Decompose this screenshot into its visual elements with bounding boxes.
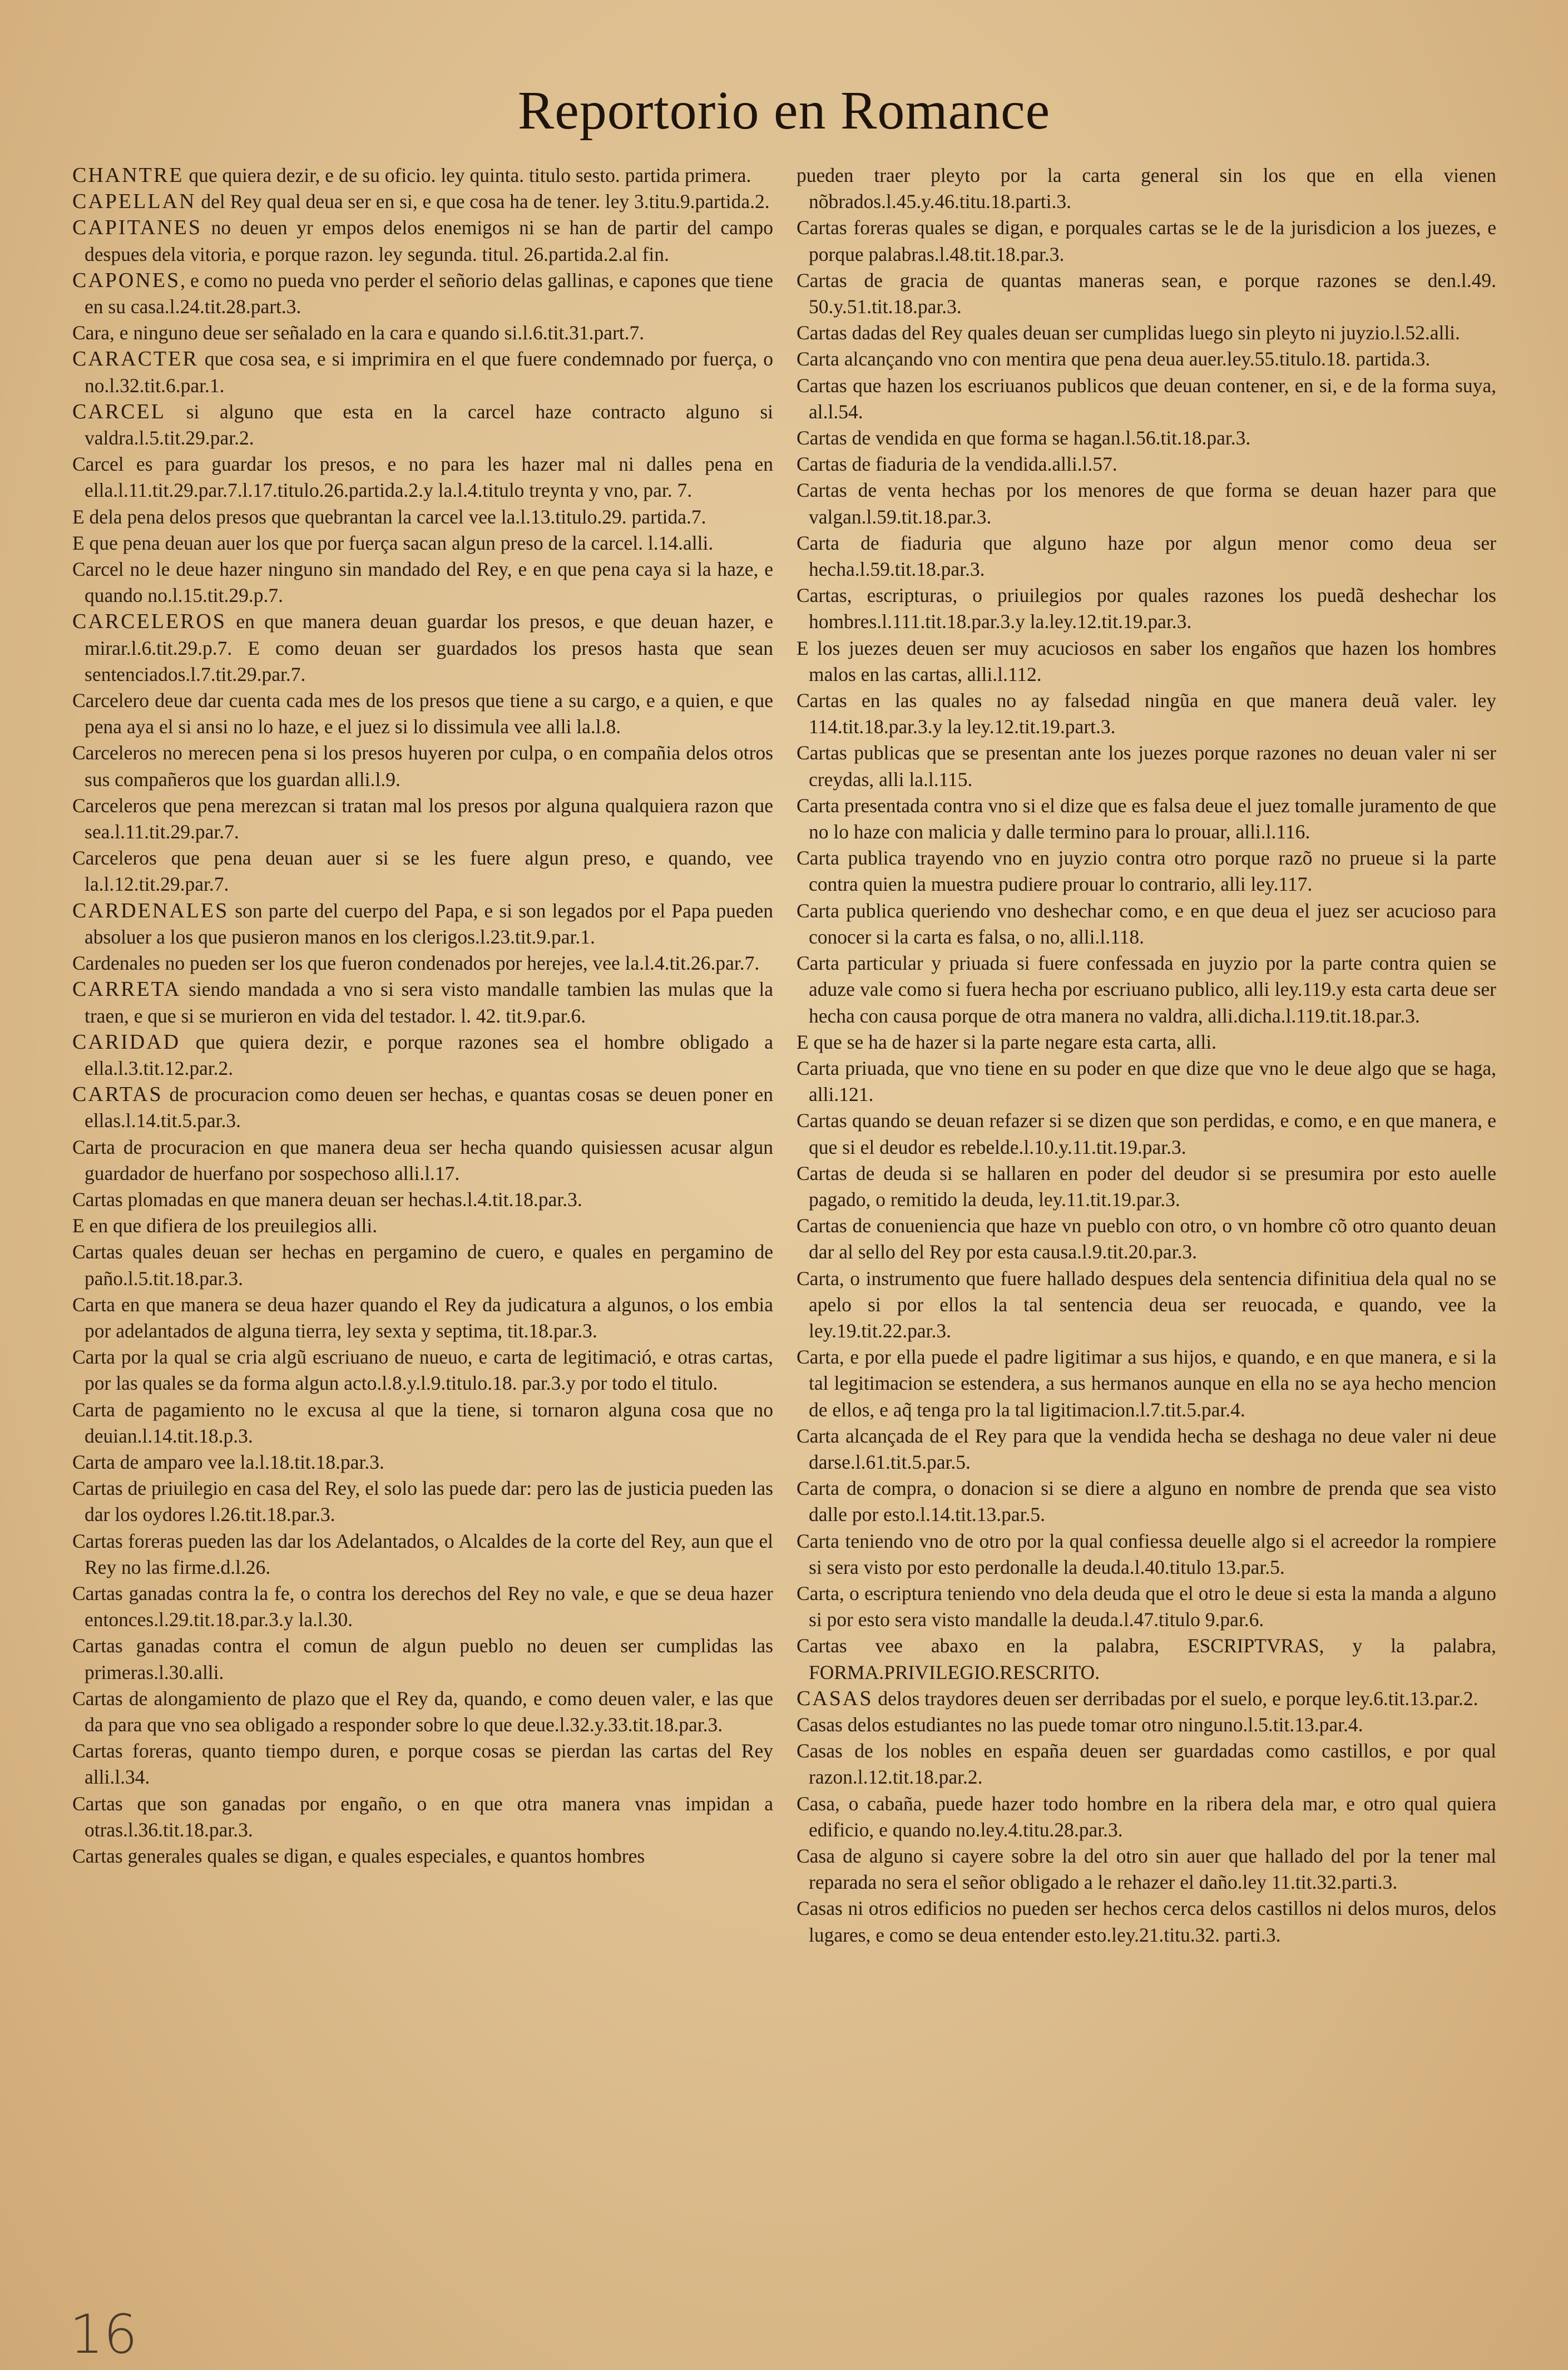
index-entry [72,504,773,530]
entry-text: Cartas ganadas contra el comun de algun pueblo no deuen ser cumplidas las primeras.l.30.alli. [72,1635,773,1683]
entry-text: Carta, o instrumento que fuere hallado despues dela sentencia difinitiua dela qual no se apelo si por ellos la tal sentencia deua ser reuocada, e quando, vee la ley.19.tit.22.par.3. [797,1267,1496,1342]
index-entry [72,215,773,267]
index-entry [797,793,1496,845]
entry-text: Carta particular y priuada si fuere confessada en juyzio por la parte contra quien se aduze vale como si fuera hecha por escriuano publico, alli ley.119.y esta carta deue ser hecha con causa porque de otra manera no valdra, alli.dicha.l.119.tit.18.par.3. [797,952,1496,1027]
entry-text: que quiera dezir, e de su oficio. ley quinta. titulo sesto. partida primera. [184,164,751,186]
entry-headword: CARCEL [72,399,166,423]
entry-text: Cartas plomadas en que manera deuan ser hechas.l.4.tit.18.par.3. [72,1188,582,1211]
entry-text: no deuen yr empos delos enemigos ni se han de partir del campo despues dela vitoria, e porque razon. ley segunda. titul. 26.partida.2.al fin. [85,216,773,265]
entry-text: Casas delos estudiantes no las puede tomar otro ninguno.l.5.tit.13.par.4. [797,1713,1363,1736]
entry-headword: CARTAS [72,1083,163,1107]
index-entry [72,1029,773,1082]
entry-text: Carta de procuracion en que manera deua ser hecha quando quisiessen acusar algun guardador de huerfano por sospechoso alli.l.17. [72,1135,773,1184]
page-title: Reportorio en Romance [517,81,1051,141]
index-entry [72,1633,773,1685]
entry-text: E los juezes deuen ser muy acuciosos en saber los engaños que hazen los hombres malos en las cartas, alli.l.112. [797,636,1496,685]
entry-text: Carta publica queriendo vno deshechar como, e en que deua el juez ser acucioso para conocer si la carta es falsa, o no, alli.l.118. [797,899,1496,948]
entry-text: Cara, e ninguno deue ser señalado en la cara e quando si.l.6.tit.31.part.7. [72,322,645,344]
index-entry [797,477,1496,530]
index-entry [797,1686,1496,1712]
entry-text: Cartas, escripturas, o priuilegios por quales razones los puedã deshechar los hombres.l.111.tit.18.par.3.y la.ley.12.tit.19.par.3. [797,584,1496,633]
index-entry [797,635,1496,688]
entry-headword: CARDENALES [72,898,229,922]
index-entry [72,1344,773,1396]
index-entry [797,1843,1496,1895]
index-entry [797,1029,1496,1055]
entry-text: son parte del cuerpo del Papa, e si son legados por el Papa pueden absoluer a los que pusieron manos en los clerigos.l.23.tit.9.par.1. [85,899,773,948]
index-entry [797,1738,1496,1790]
entry-text: Carcel no le deue hazer ninguno sin mandado del Rey, e en que pena caya si la haze, e quando no.l.15.tit.29.p.7. [72,558,773,607]
entry-text: Cartas de venta hechas por los menores de que forma se deuan hazer para que valgan.l.59.tit.18.par.3. [797,479,1496,528]
entry-text: Carta, o escriptura teniendo vno dela deuda que el otro le deue si esta la manda a alguno si por esto sera visto mandalle la deuda.l.47.titulo 9.par.6. [797,1582,1496,1631]
index-entry [797,1055,1496,1108]
entry-text: Cartas de vendida en que forma se hagan.l.56.tit.18.par.3. [797,427,1251,450]
index-entry [797,1791,1496,1843]
entry-text: Cartas vee abaxo en la palabra, ESCRIPTVRAS, y la palabra, FORMA.PRIVILEGIO.RESCRITO. [797,1635,1496,1683]
index-entry [797,346,1496,372]
index-entry [797,373,1496,425]
entry-text: E que pena deuan auer los que por fuerça sacan algun preso de la carcel. l.14.alli. [72,531,714,554]
index-entry [797,898,1496,950]
entry-text: Carta por la qual se cria algũ escriuano de nueuo, e carta de legitimació, e otras cartas, por las quales se da forma algun acto.l.8.y.l.9.titulo.18. par.3.y por todo el titulo. [72,1346,773,1395]
index-entry [72,320,773,346]
entry-text: Casa de alguno si cayere sobre la del otro sin auer que hallado del por la tener mal reparada no sera el señor obligado a le rehazer el daño.ley 11.tit.32.parti.3. [797,1845,1496,1894]
entry-text: Carta priuada, que vno tiene en su poder en que dize que vno le deue algo que se haga, alli.121. [797,1056,1496,1106]
index-entry [797,1581,1496,1633]
index-entry [797,950,1496,1029]
entry-text: Cartas de alongamiento de plazo que el Rey da, quando, e como deuen valer, e las que da para que vno sea obligado a responder sobre lo que deue.l.32.y.33.tit.18.par.3. [72,1687,773,1736]
entry-text: pueden traer pleyto por la carta general sin los que en ella vienen nõbrados.l.45.y.46.titu.18.parti.3. [797,164,1496,213]
index-entry [72,898,773,950]
index-entry [72,1397,773,1449]
entry-headword: CARCELEROS [72,610,227,634]
index-entry [72,740,773,792]
entry-text: Cardenales no pueden ser los que fueron condenados por herejes, vee la.l.4.tit.26.par.7. [72,952,760,975]
page-number: 16 [70,2303,138,2366]
entry-text: Cartas de priuilegio en casa del Rey, el solo las puede dar: pero las de justicia pueden las dar los oydores l.26.tit.18.par.3. [72,1477,773,1526]
entry-headword: CARACTER [72,347,199,371]
index-entry [72,1134,773,1187]
index-entry [72,845,773,897]
entry-text: Casas de los nobles en españa deuen ser guardadas como castillos, e por qual razon.l.12.tit.18.par.2. [797,1740,1496,1789]
entry-headword: CARRETA [72,977,181,1001]
index-entry [72,1581,773,1633]
index-entry [72,1187,773,1213]
entry-text: Carta teniendo vno de otro por la qual confiessa deuelle algo si el acreedor la rompiere si sera visto por esto perdonalle la deuda.l.40.titulo 13.par.5. [797,1529,1496,1578]
index-entry [72,1528,773,1581]
entry-text: Carta de amparo vee la.l.18.tit.18.par.3. [72,1450,384,1473]
index-entry [72,793,773,845]
index-entry [797,320,1496,346]
entry-text: siendo mandada a vno si sera visto mandalle tambien las mulas que la traen, e que si se murieron en vida del testador. l. 42. tit.9.par.6. [85,978,773,1027]
index-entry [72,1082,773,1134]
entry-text: Cartas generales quales se digan, e quales especiales, e quantos hombres [72,1845,645,1867]
entry-text: en que manera deuan guardar los presos, e que deuan hazer, e mirar.l.6.tit.29.p.7. E como deuan ser guardados los presos hasta que sean sentenciados.l.7.tit.29.par.7. [85,610,773,685]
entry-text: Cartas quando se deuan refazer si se dizen que son perdidas, e como, e en que manera, e que si el deudor es rebelde.l.10.y.11.tit.19.par.3. [797,1109,1496,1158]
index-entry [797,1108,1496,1160]
entry-text: Carta en que manera se deua hazer quando el Rey da judicatura a algunos, o los embia por adelantados de alguna tierra, ley sexta y septima, tit.18.par.3. [72,1293,773,1342]
entry-text: Carta alcançando vno con mentira que pena deua auer.ley.55.titulo.18. partida.3. [797,348,1431,371]
entry-text: de procuracion como deuen ser hechas, e quantas cosas se deuen poner en ellas.l.14.tit.5.par.3. [85,1083,773,1132]
entry-text: Cartas dadas del Rey quales deuan ser cumplidas luego sin pleyto ni juyzio.l.52.alli. [797,322,1460,344]
index-entry [797,1423,1496,1475]
index-entry [797,688,1496,740]
entry-text: Casa, o cabaña, puede hazer todo hombre en la ribera dela mar, e otro qual quiera edificio, e quando no.ley.4.titu.28.par.3. [797,1792,1496,1841]
entry-text: Cartas de fiaduria de la vendida.alli.l.57. [797,453,1117,476]
entry-text: Carta de compra, o donacion si se diere a alguno en nombre de prenda que sea visto dalle por esto.l.14.tit.13.par.5. [797,1477,1496,1526]
entry-headword: CHANTRE [72,164,184,187]
index-entry [72,530,773,556]
index-entry [72,1843,773,1869]
entry-text: que cosa sea, e si imprimira en el que fuere condemnado por fuerça, o no.l.32.tit.6.par.1. [85,348,773,397]
index-entry [797,162,1496,215]
index-entry [797,740,1496,792]
index-entry [72,346,773,398]
entry-text: Carta, e por ella puede el padre ligitimar a sus hijos, e quando, e en que manera, e si la tal legitimacion se estendera, a sus hermanos aunque en ella no se aya hecho mencion de ellos, e aq̃ tenga pro la tal ligitimacion.l.7.tit.5.par.4. [797,1346,1496,1421]
index-entry [797,1266,1496,1345]
entry-text: Casas ni otros edificios no pueden ser hechos cerca delos castillos ni delos muros, delos lugares, e como se deua entender esto.ley.21.titu.32. parti.3. [797,1897,1496,1946]
index-entry [72,399,773,451]
index-entry [797,845,1496,897]
entry-text: Carta alcançada de el Rey para que la vendida hecha se deshaga no deue valer ni deue darse.l.61.tit.5.par.5. [797,1424,1496,1473]
entry-text: Cartas foreras quales se digan, e porquales cartas se le de la jurisdicion a los juezes, e porque palabras.l.48.tit.18.par.3. [797,216,1496,265]
entry-text: E en que difiera de los preuilegios alli. [72,1214,378,1237]
index-entry [72,162,773,189]
index-entry [797,582,1496,635]
entry-text: Cartas en las quales no ay falsedad ningũa en que manera deuã valer. ley 114.tit.18.par.3.y la ley.12.tit.19.part.3. [797,689,1496,738]
entry-text: Carcel es para guardar los presos, e no para les hazer mal ni dalles pena en ella.l.11.tit.29.par.7.l.17.titulo.26.partida.2.y la.l.4.titulo treynta y vno, par. 7. [72,453,773,502]
index-entry [797,1633,1496,1685]
entry-text: , e como no pueda vno perder el señorio delas gallinas, e capones que tiene en su casa.l.24.tit.28.part.3. [85,269,773,318]
entry-text: Carta de pagamiento no le excusa al que la tiene, si tornaron alguna cosa que no deuian.l.14.tit.18.p.3. [72,1398,773,1447]
index-entry [72,451,773,503]
entry-text: Carta publica trayendo vno en juyzio contra otro porque razõ no prueue si la parte contra quien la muestra pudiere prouar lo contrario, alli ley.117. [797,847,1496,896]
index-entry [72,976,773,1029]
index-entry [72,609,773,688]
entry-headword: CAPITANES [72,216,202,240]
entry-text: Cartas que son ganadas por engaño, o en que otra manera vnas impidan a otras.l.36.tit.18.par.3. [72,1792,773,1841]
index-entry [797,530,1496,582]
index-entry [72,556,773,609]
index-entry [797,425,1496,451]
entry-text: del Rey qual deua ser en si, e que cosa ha de tener. ley 3.titu.9.partida.2. [196,190,770,213]
entry-text: Carcelero deue dar cuenta cada mes de los presos que tiene a su cargo, e a quien, e que pena aya el si ansi no lo haze, e el juez si lo dissimula vee alli la.l.8. [72,689,773,738]
entry-headword: CASAS [797,1686,873,1710]
index-entry [72,1449,773,1475]
entry-text: Cartas foreras, quanto tiempo duren, e porque cosas se pierdan las cartas del Rey alli.l.34. [72,1740,773,1789]
index-entry [72,688,773,740]
index-entry [72,1738,773,1790]
index-entry [797,1161,1496,1213]
entry-text: Cartas de gracia de quantas maneras sean, e porque razones se den.l.49. 50.y.51.tit.18.par.3. [797,269,1496,318]
index-entry [797,1528,1496,1581]
index-entry [72,950,773,976]
left-column [72,162,773,1869]
entry-text: Carta presentada contra vno si el dize que es falsa deue el juez tomalle juramento de que no lo haze con malicia y dalle termino para lo prouar, alli.l.116. [797,794,1496,843]
index-entry [72,1239,773,1291]
entry-text: Cartas foreras pueden las dar los Adelantados, o Alcaldes de la corte del Rey, aun que el Rey no las firme.d.l.26. [72,1529,773,1578]
entry-text: Cartas de conueniencia que haze vn pueblo con otro, o vn hombre cõ otro quanto deuan dar al sello del Rey por esta causa.l.9.tit.20.par.3. [797,1214,1496,1263]
entry-text: Carceleros que pena deuan auer si se les fuere algun preso, e quando, vee la.l.12.tit.29.par.7. [72,847,773,896]
entry-text: Cartas ganadas contra la fe, o contra los derechos del Rey no vale, e que se deua hazer entonces.l.29.tit.18.par.3.y la.l.30. [72,1582,773,1631]
index-entry [72,268,773,320]
entry-text: Carceleros no merecen pena si los presos huyeren por culpa, o en compañia delos otros sus compañeros que los guardan alli.l.9. [72,742,773,791]
index-entry [797,1712,1496,1738]
index-entry [797,1213,1496,1265]
entry-text: E dela pena delos presos que quebrantan la carcel vee la.l.13.titulo.29. partida.7. [72,505,706,528]
entry-text: delos traydores deuen ser derribadas por el suelo, e porque ley.6.tit.13.par.2. [873,1687,1478,1710]
index-entry [72,189,773,215]
entry-text: Cartas que hazen los escriuanos publicos que deuan contener, en si, e de la forma suya, al.l.54. [797,374,1496,423]
index-entry [72,1791,773,1843]
entry-text: Cartas publicas que se presentan ante los juezes porque razones no deuan valer ni ser creydas, alli la.l.115. [797,742,1496,791]
entry-text: Cartas quales deuan ser hechas en pergamino de cuero, e quales en pergamino de paño.l.5.tit.18.par.3. [72,1241,773,1290]
entry-text: que quiera dezir, e porque razones sea el hombre obligado a ella.l.3.tit.12.par.2. [85,1030,773,1079]
entry-headword: CAPONES [72,268,181,292]
index-entry [797,215,1496,267]
entry-text: E que se ha de hazer si la parte negare esta carta, alli. [797,1030,1216,1053]
entry-headword: CARIDAD [72,1030,181,1054]
entry-text: Carceleros que pena merezcan si tratan mal los presos por alguna qualquiera razon que sea.l.11.tit.29.par.7. [72,794,773,843]
entry-text: Cartas de deuda si se hallaren en poder del deudor si se presumira por esto auelle pagado, o remitido la deuda, ley.11.tit.19.par.3. [797,1162,1496,1211]
index-entry [797,451,1496,477]
index-entry [797,268,1496,320]
index-entry [72,1292,773,1344]
entry-headword: CAPELLAN [72,190,196,214]
entry-text: si alguno que esta en la carcel haze contracto alguno si valdra.l.5.tit.29.par.2. [85,400,773,450]
index-entry [797,1344,1496,1423]
right-column [797,162,1496,1948]
entry-text: Carta de fiaduria que alguno haze por algun menor como deua ser hecha.l.59.tit.18.par.3. [797,531,1496,581]
index-entry [72,1213,773,1239]
index-entry [72,1475,773,1528]
index-entry [797,1475,1496,1528]
index-entry [797,1895,1496,1948]
index-entry [72,1686,773,1738]
